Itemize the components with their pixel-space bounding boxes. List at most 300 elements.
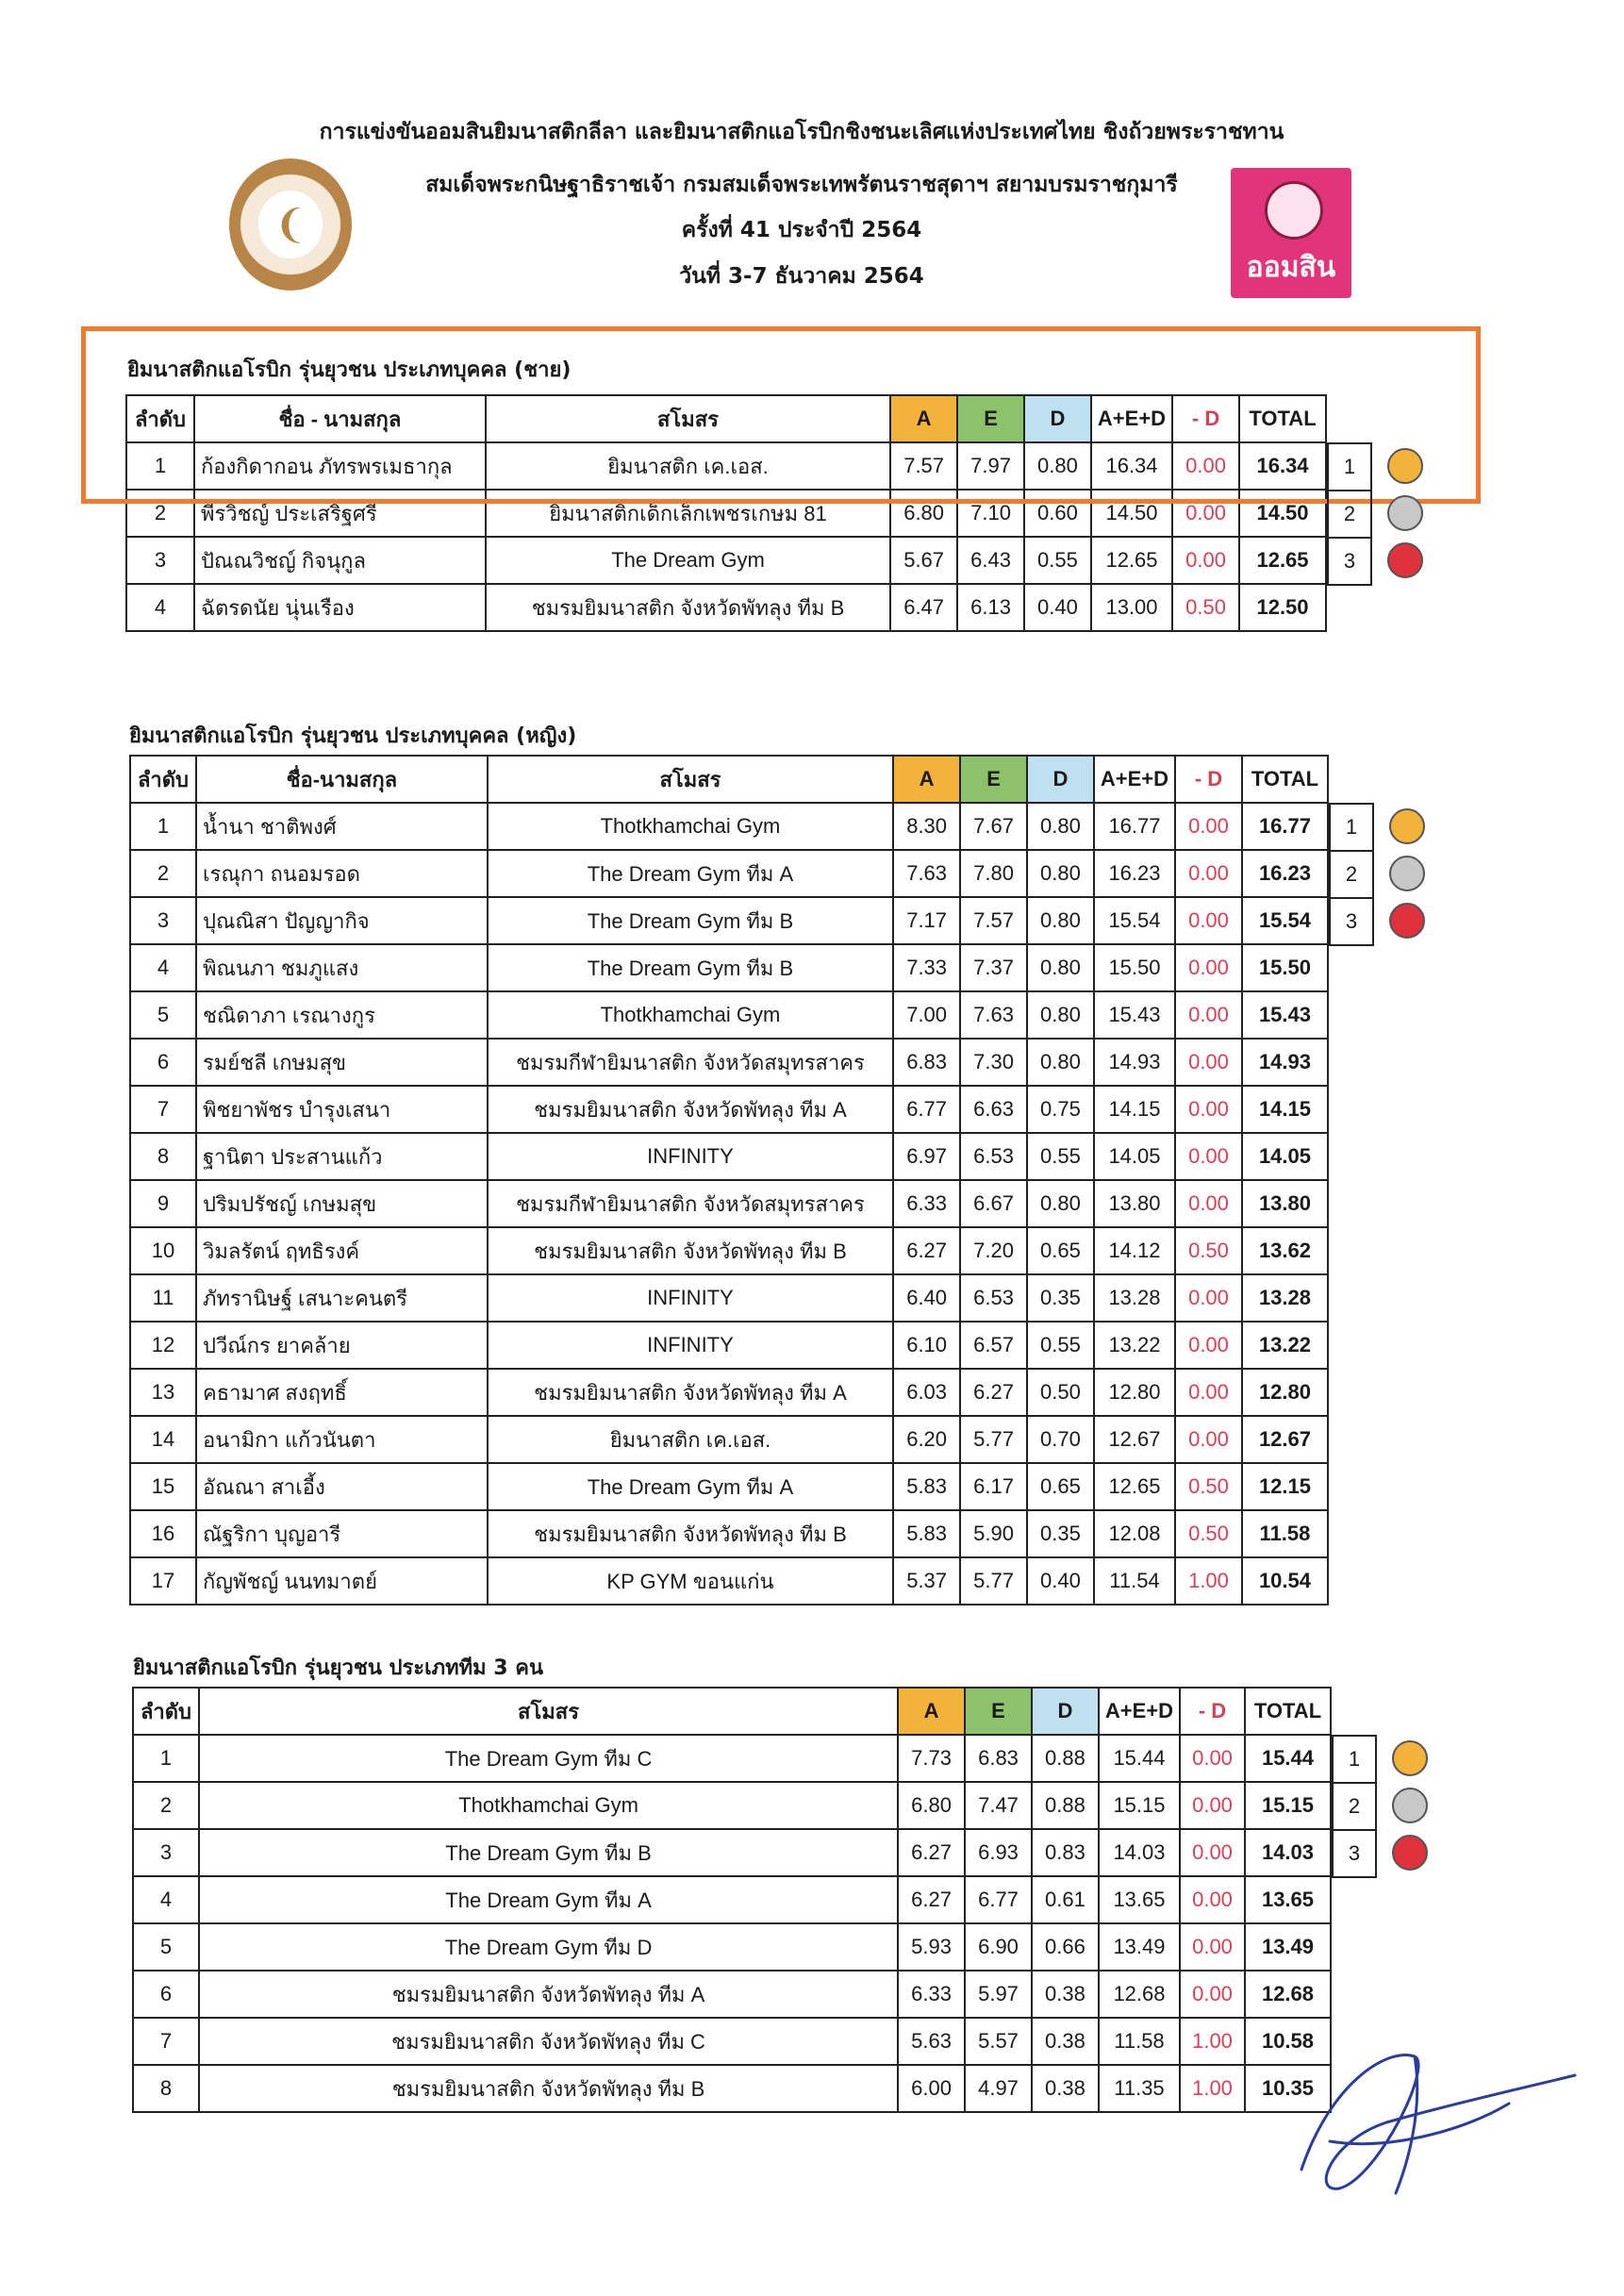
score-a-cell: 5.83 — [893, 1463, 960, 1510]
athlete-name-cell: พิณนภา ชมภูแสง — [196, 944, 488, 991]
total-cell: 13.28 — [1242, 1274, 1328, 1322]
rank-cell: 2 — [130, 850, 196, 897]
gsb-brand-text: ออมสิน — [1246, 251, 1336, 284]
score-d-cell: 0.50 — [1027, 1369, 1094, 1416]
table-row — [133, 2065, 1331, 2112]
total-cell: 10.54 — [1242, 1557, 1328, 1605]
place-box: 2 — [1332, 1782, 1377, 1831]
score-a-cell: 6.47 — [890, 584, 957, 631]
score-e-cell: 6.63 — [960, 1086, 1027, 1133]
rank-cell: 3 — [130, 897, 196, 944]
deduction-cell: 0.50 — [1175, 1463, 1242, 1510]
rank-cell: 3 — [133, 1829, 199, 1876]
club-cell: INFINITY — [488, 1274, 893, 1322]
rank-cell: 3 — [126, 537, 194, 584]
score-a-cell: 7.17 — [893, 897, 960, 944]
table-row — [130, 1557, 1328, 1605]
club-cell: ยิมนาสติกเด็กเล็กเพชรเกษม 81 — [486, 490, 890, 537]
bronze-medal-icon — [1389, 903, 1425, 939]
table-row — [130, 944, 1328, 991]
col-header-total: TOTAL — [1245, 1688, 1331, 1735]
athlete-name-cell: ก้องกิดากอน ภัทรพรเมธากุล — [194, 442, 486, 490]
deduction-cell: 0.00 — [1175, 991, 1242, 1039]
score-e-cell: 6.90 — [965, 1923, 1032, 1971]
score-d-cell: 0.80 — [1027, 803, 1094, 850]
score-e-cell: 7.97 — [957, 442, 1024, 490]
deduction-cell: 0.00 — [1175, 1274, 1242, 1322]
score-a-cell: 6.80 — [890, 490, 957, 537]
event-title-line2: สมเด็จพระกนิษฐาธิราชเจ้า กรมสมเด็จพระเทพรัตนราชสุดาฯ สยามบรมราชกุมารี — [425, 173, 1178, 197]
deduction-cell: 0.00 — [1180, 1876, 1245, 1923]
total-cell: 16.23 — [1242, 850, 1328, 897]
rank-cell: 4 — [133, 1876, 199, 1923]
score-a-cell: 6.03 — [893, 1369, 960, 1416]
deduction-cell: 0.00 — [1175, 1322, 1242, 1369]
total-cell: 12.15 — [1242, 1463, 1328, 1510]
score-d-cell: 0.55 — [1027, 1322, 1094, 1369]
score-d-cell: 0.80 — [1024, 442, 1091, 490]
rank-cell: 14 — [130, 1416, 196, 1463]
score-d-cell: 0.65 — [1027, 1227, 1094, 1274]
club-cell: ชมรมยิมนาสติก จังหวัดพัทลุง ทีม B — [199, 2065, 898, 2112]
score-e-cell: 6.77 — [965, 1876, 1032, 1923]
score-a-cell: 6.27 — [898, 1829, 965, 1876]
total-cell: 15.50 — [1242, 944, 1328, 991]
score-e-cell: 5.90 — [960, 1510, 1027, 1557]
deduction-cell: 0.00 — [1172, 442, 1239, 490]
score-sum-cell: 12.08 — [1094, 1510, 1175, 1557]
score-d-cell: 0.80 — [1027, 991, 1094, 1039]
rank-cell: 4 — [130, 944, 196, 991]
club-cell: ชมรมกีฬายิมนาสติก จังหวัดสมุทรสาคร — [488, 1180, 893, 1227]
event-title-line1: การแข่งขันออมสินยิมนาสติกลีลา และยิมนาสติกแอโรบิกชิงชนะเลิศแห่งประเทศไทย ชิงถ้วยพระราชทาน — [319, 120, 1284, 144]
col-header-deduction: - D — [1172, 395, 1239, 442]
score-d-cell: 0.55 — [1024, 537, 1091, 584]
table-row — [133, 1923, 1331, 1971]
table-row — [133, 1876, 1331, 1923]
rank-cell: 5 — [130, 991, 196, 1039]
table-row — [130, 1416, 1328, 1463]
score-e-cell: 5.77 — [960, 1416, 1027, 1463]
score-d-cell: 0.38 — [1032, 1971, 1099, 2018]
score-d-cell: 0.80 — [1027, 1039, 1094, 1086]
score-a-cell: 6.83 — [893, 1039, 960, 1086]
score-d-cell: 0.80 — [1027, 850, 1094, 897]
score-a-cell: 8.30 — [893, 803, 960, 850]
athlete-name-cell: ภัทรานิษฐ์ เสนาะคนตรี — [196, 1274, 488, 1322]
score-a-cell: 6.27 — [898, 1876, 965, 1923]
score-e-cell: 6.13 — [957, 584, 1024, 631]
col-header-a: A — [890, 395, 957, 442]
score-sum-cell: 13.80 — [1094, 1180, 1175, 1227]
score-e-cell: 7.47 — [965, 1782, 1032, 1829]
rank-cell: 6 — [130, 1039, 196, 1086]
table-row — [130, 803, 1328, 850]
total-cell: 15.43 — [1242, 991, 1328, 1039]
score-sum-cell: 11.35 — [1099, 2065, 1180, 2112]
score-sum-cell: 15.43 — [1094, 991, 1175, 1039]
table-header-row — [133, 1688, 1331, 1735]
table-header-row — [130, 756, 1328, 803]
score-d-cell: 0.88 — [1032, 1735, 1099, 1782]
score-e-cell: 6.43 — [957, 537, 1024, 584]
table-row — [130, 1086, 1328, 1133]
section-title-boys: ยิมนาสติกแอโรบิก รุ่นยุวชน ประเภทบุคคล (ชาย) — [127, 358, 572, 382]
score-sum-cell: 12.68 — [1099, 1971, 1180, 2018]
table-row — [130, 1322, 1328, 1369]
rank-cell: 1 — [126, 442, 194, 490]
table-row — [130, 1227, 1328, 1274]
place-box: 1 — [1332, 1735, 1377, 1784]
gold-medal-icon — [1387, 448, 1423, 484]
deduction-cell: 1.00 — [1175, 1557, 1242, 1605]
total-cell: 14.05 — [1242, 1133, 1328, 1180]
section-title-team: ยิมนาสติกแอโรบิก รุ่นยุวชน ประเภททีม 3 คน — [133, 1656, 544, 1680]
place-box: 3 — [1332, 1829, 1377, 1878]
rank-cell: 12 — [130, 1322, 196, 1369]
athlete-name-cell: พิชยาพัชร บำรุงเสนา — [196, 1086, 488, 1133]
rank-cell: 8 — [130, 1133, 196, 1180]
score-e-cell: 4.97 — [965, 2065, 1032, 2112]
score-e-cell: 6.17 — [960, 1463, 1027, 1510]
score-e-cell: 7.30 — [960, 1039, 1027, 1086]
score-a-cell: 6.33 — [898, 1971, 965, 2018]
club-cell: ชมรมยิมนาสติก จังหวัดพัทลุง ทีม A — [199, 1971, 898, 2018]
club-cell: The Dream Gym ทีม B — [488, 897, 893, 944]
score-d-cell: 0.75 — [1027, 1086, 1094, 1133]
athlete-name-cell: อนามิกา แก้วนันตา — [196, 1416, 488, 1463]
table-row — [126, 584, 1326, 631]
athlete-name-cell: เรณุกา ถนอมรอด — [196, 850, 488, 897]
club-cell: KP GYM ขอนแก่น — [488, 1557, 893, 1605]
col-header-rank: ลำดับ — [133, 1688, 199, 1735]
score-d-cell: 0.35 — [1027, 1274, 1094, 1322]
club-cell: The Dream Gym ทีม A — [488, 850, 893, 897]
athlete-name-cell: พีรวิชญ์ ประเสริฐศรี — [194, 490, 486, 537]
athlete-name-cell: ปริมปรัชญ์ เกษมสุข — [196, 1180, 488, 1227]
score-e-cell: 7.57 — [960, 897, 1027, 944]
score-d-cell: 0.65 — [1027, 1463, 1094, 1510]
athlete-name-cell: ฉัตรดนัย นุ่นเรือง — [194, 584, 486, 631]
results-table-girls — [129, 755, 1329, 1606]
deduction-cell: 0.00 — [1180, 1735, 1245, 1782]
deduction-cell: 0.00 — [1175, 1180, 1242, 1227]
score-sum-cell: 15.50 — [1094, 944, 1175, 991]
bronze-medal-icon — [1387, 542, 1423, 578]
score-a-cell: 7.33 — [893, 944, 960, 991]
table-row — [130, 850, 1328, 897]
col-header-name: ชื่อ - นามสกุล — [194, 395, 486, 442]
score-d-cell: 0.61 — [1032, 1876, 1099, 1923]
table-row — [130, 1133, 1328, 1180]
table-row — [133, 1971, 1331, 2018]
total-cell: 12.80 — [1242, 1369, 1328, 1416]
score-sum-cell: 12.80 — [1094, 1369, 1175, 1416]
score-a-cell: 6.20 — [893, 1416, 960, 1463]
club-cell: Thotkhamchai Gym — [488, 803, 893, 850]
col-header-rank: ลำดับ — [126, 395, 194, 442]
rank-cell: 10 — [130, 1227, 196, 1274]
score-e-cell: 6.93 — [965, 1829, 1032, 1876]
deduction-cell: 0.50 — [1175, 1510, 1242, 1557]
score-a-cell: 5.93 — [898, 1923, 965, 1971]
gsb-sponsor-logo — [1231, 168, 1351, 298]
col-header-deduction: - D — [1175, 756, 1242, 803]
table-row — [133, 1782, 1331, 1829]
table-row — [133, 1829, 1331, 1876]
rank-cell: 2 — [126, 490, 194, 537]
score-a-cell: 6.27 — [893, 1227, 960, 1274]
score-d-cell: 0.60 — [1024, 490, 1091, 537]
deduction-cell: 0.00 — [1175, 1133, 1242, 1180]
col-header-club: สโมสร — [486, 395, 890, 442]
rank-cell: 11 — [130, 1274, 196, 1322]
score-sum-cell: 12.65 — [1094, 1463, 1175, 1510]
club-cell: The Dream Gym ทีม A — [488, 1463, 893, 1510]
score-sum-cell: 14.50 — [1091, 490, 1172, 537]
athlete-name-cell: อัณณา สาเอี้ง — [196, 1463, 488, 1510]
score-e-cell: 7.80 — [960, 850, 1027, 897]
score-e-cell: 7.20 — [960, 1227, 1027, 1274]
total-cell: 16.34 — [1239, 442, 1326, 490]
place-box: 3 — [1327, 537, 1372, 586]
table-row — [126, 537, 1326, 584]
score-sum-cell: 15.54 — [1094, 897, 1175, 944]
col-header-club: สโมสร — [199, 1688, 898, 1735]
score-d-cell: 0.40 — [1024, 584, 1091, 631]
score-a-cell: 7.73 — [898, 1735, 965, 1782]
total-cell: 12.50 — [1239, 584, 1326, 631]
col-header-e: E — [957, 395, 1024, 442]
score-d-cell: 0.80 — [1027, 944, 1094, 991]
table-row — [130, 897, 1328, 944]
deduction-cell: 0.00 — [1175, 1086, 1242, 1133]
total-cell: 14.50 — [1239, 490, 1326, 537]
deduction-cell: 0.00 — [1175, 850, 1242, 897]
score-d-cell: 0.35 — [1027, 1510, 1094, 1557]
club-cell: ชมรมยิมนาสติก จังหวัดพัทลุง ทีม B — [488, 1510, 893, 1557]
event-dates: วันที่ 3-7 ธันวาคม 2564 — [679, 264, 924, 289]
table-row — [130, 1510, 1328, 1557]
deduction-cell: 0.00 — [1175, 1416, 1242, 1463]
score-a-cell: 6.97 — [893, 1133, 960, 1180]
score-sum-cell: 14.15 — [1094, 1086, 1175, 1133]
score-e-cell: 6.57 — [960, 1322, 1027, 1369]
score-sum-cell: 16.77 — [1094, 803, 1175, 850]
event-edition: ครั้งที่ 41 ประจำปี 2564 — [681, 218, 922, 242]
deduction-cell: 0.00 — [1175, 897, 1242, 944]
athlete-name-cell: ชณิดาภา เรณางกูร — [196, 991, 488, 1039]
score-sum-cell: 13.28 — [1094, 1274, 1175, 1322]
total-cell: 15.15 — [1245, 1782, 1331, 1829]
club-cell: ยิมนาสติก เค.เอส. — [488, 1416, 893, 1463]
score-sum-cell: 13.00 — [1091, 584, 1172, 631]
athlete-name-cell: คธามาศ สงฤทธิ์ — [196, 1369, 488, 1416]
col-header-e: E — [960, 756, 1027, 803]
place-box: 1 — [1327, 442, 1372, 491]
rank-cell: 8 — [133, 2065, 199, 2112]
score-a-cell: 5.67 — [890, 537, 957, 584]
rank-cell: 16 — [130, 1510, 196, 1557]
table-row — [130, 1463, 1328, 1510]
col-header-club: สโมสร — [488, 756, 893, 803]
score-e-cell: 6.67 — [960, 1180, 1027, 1227]
athlete-name-cell: ณัฐริกา บุญอารี — [196, 1510, 488, 1557]
deduction-cell: 0.00 — [1180, 1971, 1245, 2018]
total-cell: 16.77 — [1242, 803, 1328, 850]
score-e-cell: 7.10 — [957, 490, 1024, 537]
athlete-name-cell: ปุณณิสา ปัญญากิจ — [196, 897, 488, 944]
score-e-cell: 6.53 — [960, 1274, 1027, 1322]
total-cell: 15.44 — [1245, 1735, 1331, 1782]
deduction-cell: 0.50 — [1175, 1227, 1242, 1274]
rank-cell: 2 — [133, 1782, 199, 1829]
table-row — [133, 1735, 1331, 1782]
club-cell: ยิมนาสติก เค.เอส. — [486, 442, 890, 490]
deduction-cell: 0.00 — [1180, 1923, 1245, 1971]
total-cell: 13.65 — [1245, 1876, 1331, 1923]
club-cell: ชมรมยิมนาสติก จังหวัดพัทลุง ทีม C — [199, 2018, 898, 2065]
col-header-d: D — [1032, 1688, 1099, 1735]
score-d-cell: 0.80 — [1027, 897, 1094, 944]
score-sum-cell: 14.12 — [1094, 1227, 1175, 1274]
score-d-cell: 0.88 — [1032, 1782, 1099, 1829]
score-d-cell: 0.38 — [1032, 2018, 1099, 2065]
total-cell: 11.58 — [1242, 1510, 1328, 1557]
club-cell: ชมรมยิมนาสติก จังหวัดพัทลุง ทีม A — [488, 1369, 893, 1416]
athlete-name-cell: รมย์ชลี เกษมสุข — [196, 1039, 488, 1086]
club-cell: Thotkhamchai Gym — [199, 1782, 898, 1829]
rank-cell: 15 — [130, 1463, 196, 1510]
total-cell: 10.58 — [1245, 2018, 1331, 2065]
rank-cell: 7 — [133, 2018, 199, 2065]
score-a-cell: 6.10 — [893, 1322, 960, 1369]
club-cell: INFINITY — [488, 1322, 893, 1369]
total-cell: 15.54 — [1242, 897, 1328, 944]
total-cell: 14.03 — [1245, 1829, 1331, 1876]
highlight-box — [81, 326, 1481, 504]
col-header-deduction: - D — [1180, 1688, 1245, 1735]
rank-cell: 13 — [130, 1369, 196, 1416]
place-box: 1 — [1329, 803, 1374, 852]
rank-cell: 4 — [126, 584, 194, 631]
col-header-e: E — [965, 1688, 1032, 1735]
score-d-cell: 0.40 — [1027, 1557, 1094, 1605]
score-a-cell: 6.40 — [893, 1274, 960, 1322]
col-header-d: D — [1024, 395, 1091, 442]
section-title-girls: ยิมนาสติกแอโรบิก รุ่นยุวชน ประเภทบุคคล (หญิง) — [129, 724, 577, 748]
rank-cell: 1 — [130, 803, 196, 850]
score-sum-cell: 14.05 — [1094, 1133, 1175, 1180]
score-e-cell: 5.77 — [960, 1557, 1027, 1605]
table-row — [130, 1274, 1328, 1322]
place-box: 2 — [1329, 850, 1374, 899]
score-sum-cell: 15.44 — [1099, 1735, 1180, 1782]
club-cell: ชมรมกีฬายิมนาสติก จังหวัดสมุทรสาคร — [488, 1039, 893, 1086]
rank-cell: 1 — [133, 1735, 199, 1782]
silver-medal-icon — [1387, 495, 1423, 531]
score-sum-cell: 13.65 — [1099, 1876, 1180, 1923]
col-header-aed: A+E+D — [1099, 1688, 1180, 1735]
col-header-d: D — [1027, 756, 1094, 803]
deduction-cell: 0.00 — [1180, 1782, 1245, 1829]
rank-cell: 5 — [133, 1923, 199, 1971]
athlete-name-cell: น้ำนา ชาติพงศ์ — [196, 803, 488, 850]
score-a-cell: 6.77 — [893, 1086, 960, 1133]
score-sum-cell: 12.67 — [1094, 1416, 1175, 1463]
score-a-cell: 5.83 — [893, 1510, 960, 1557]
score-a-cell: 6.80 — [898, 1782, 965, 1829]
deduction-cell: 0.00 — [1175, 803, 1242, 850]
results-table-team — [132, 1687, 1332, 2113]
score-sum-cell: 13.49 — [1099, 1923, 1180, 1971]
col-header-a: A — [893, 756, 960, 803]
score-sum-cell: 15.15 — [1099, 1782, 1180, 1829]
score-a-cell: 5.63 — [898, 2018, 965, 2065]
deduction-cell: 0.00 — [1175, 1039, 1242, 1086]
athlete-name-cell: ปัณณวิชญ์ กิจนุกูล — [194, 537, 486, 584]
score-sum-cell: 16.23 — [1094, 850, 1175, 897]
club-cell: The Dream Gym ทีม B — [199, 1829, 898, 1876]
score-sum-cell: 16.34 — [1091, 442, 1172, 490]
club-cell: ชมรมยิมนาสติก จังหวัดพัทลุง ทีม B — [486, 584, 890, 631]
score-a-cell: 5.37 — [893, 1557, 960, 1605]
club-cell: The Dream Gym ทีม C — [199, 1735, 898, 1782]
total-cell: 12.67 — [1242, 1416, 1328, 1463]
rank-cell: 17 — [130, 1557, 196, 1605]
score-sum-cell: 14.93 — [1094, 1039, 1175, 1086]
silver-medal-icon — [1389, 856, 1425, 891]
total-cell: 14.15 — [1242, 1086, 1328, 1133]
deduction-cell: 0.00 — [1175, 944, 1242, 991]
total-cell: 13.62 — [1242, 1227, 1328, 1274]
score-e-cell: 5.57 — [965, 2018, 1032, 2065]
score-d-cell: 0.80 — [1027, 1180, 1094, 1227]
score-sum-cell: 11.54 — [1094, 1557, 1175, 1605]
score-d-cell: 0.70 — [1027, 1416, 1094, 1463]
gymnastics-association-logo — [229, 158, 352, 291]
table-row — [133, 2018, 1331, 2065]
score-d-cell: 0.83 — [1032, 1829, 1099, 1876]
total-cell: 14.93 — [1242, 1039, 1328, 1086]
athlete-name-cell: กัญพัชญ์ นนทมาตย์ — [196, 1557, 488, 1605]
score-d-cell: 0.66 — [1032, 1923, 1099, 1971]
club-cell: Thotkhamchai Gym — [488, 991, 893, 1039]
total-cell: 13.22 — [1242, 1322, 1328, 1369]
score-sum-cell: 13.22 — [1094, 1322, 1175, 1369]
score-sum-cell: 14.03 — [1099, 1829, 1180, 1876]
place-box: 3 — [1329, 897, 1374, 946]
score-d-cell: 0.38 — [1032, 2065, 1099, 2112]
gymnast-figure-icon: ❨ — [258, 191, 323, 258]
total-cell: 12.65 — [1239, 537, 1326, 584]
athlete-name-cell: ปวีณ์กร ยาคล้าย — [196, 1322, 488, 1369]
score-e-cell: 7.63 — [960, 991, 1027, 1039]
club-cell: The Dream Gym ทีม A — [199, 1876, 898, 1923]
deduction-cell: 0.50 — [1172, 584, 1239, 631]
col-header-aed: A+E+D — [1094, 756, 1175, 803]
athlete-name-cell: ฐานิตา ประสานแก้ว — [196, 1133, 488, 1180]
deduction-cell: 0.00 — [1175, 1369, 1242, 1416]
score-d-cell: 0.55 — [1027, 1133, 1094, 1180]
deduction-cell: 0.00 — [1172, 490, 1239, 537]
table-row — [130, 1369, 1328, 1416]
club-cell: The Dream Gym ทีม D — [199, 1923, 898, 1971]
col-header-total: TOTAL — [1242, 756, 1328, 803]
rank-cell: 7 — [130, 1086, 196, 1133]
club-cell: The Dream Gym ทีม B — [488, 944, 893, 991]
club-cell: ชมรมยิมนาสติก จังหวัดพัทลุง ทีม B — [488, 1227, 893, 1274]
